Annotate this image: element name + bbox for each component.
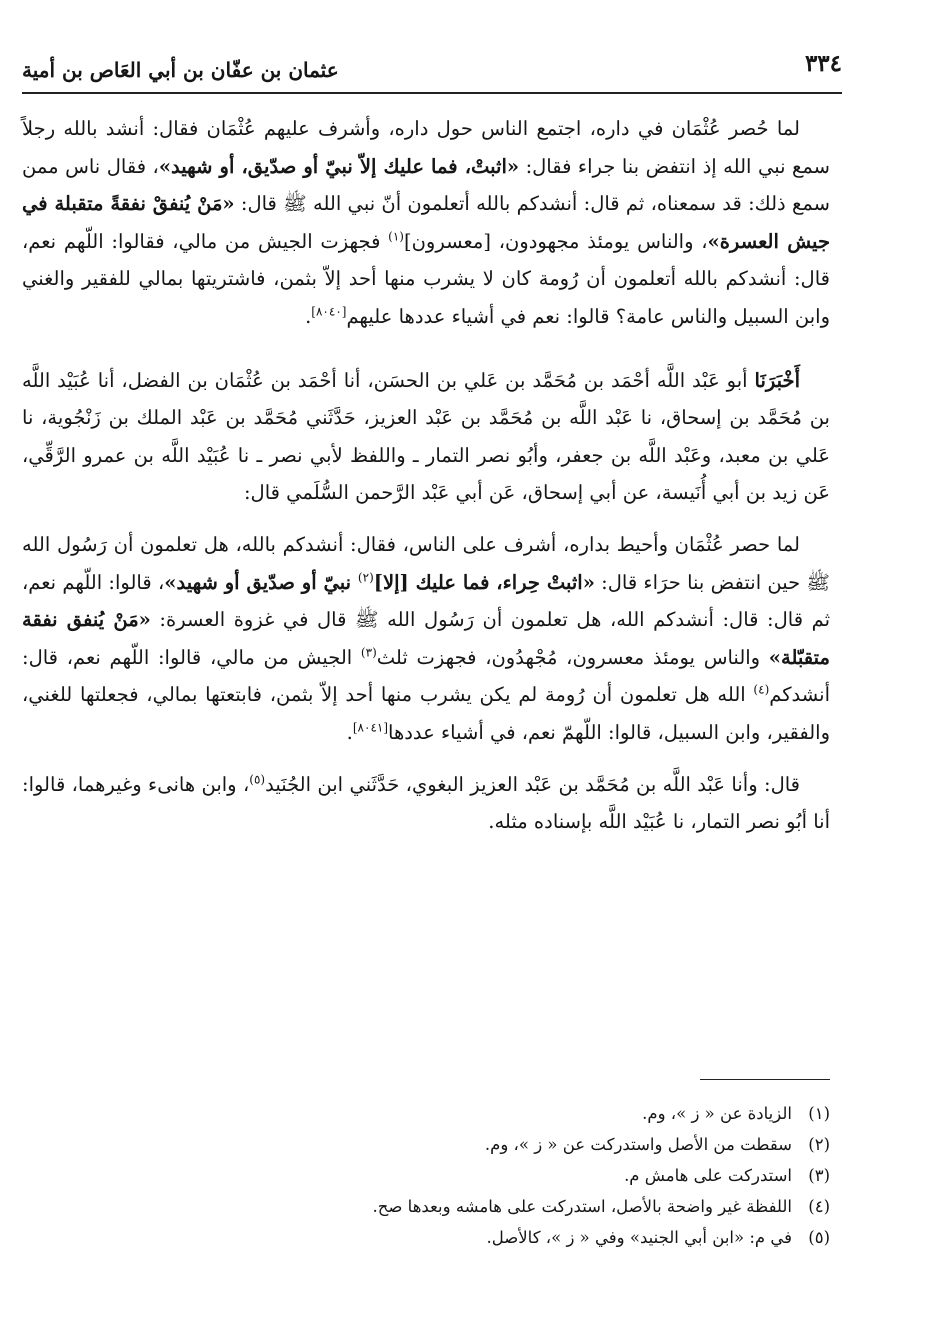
footnote-item: [22, 1129, 830, 1160]
footnote-ref: (٥): [249, 772, 266, 786]
page-header: [22, 48, 842, 92]
paragraph-gap: [22, 752, 830, 766]
footnote-text: استدركت على هامش م.: [624, 1166, 792, 1185]
paragraph-p1: [22, 110, 830, 336]
quoted-hadith-text: أَخْبَرَنَا: [754, 368, 800, 392]
page-number: ٣٣٤: [804, 50, 842, 77]
footnote-text: في م: «ابن أبي الجنيد» وفي « ز »، كالأصل.: [486, 1228, 792, 1247]
body-text: ، وابن هانىء وغيرهما، قالوا: أنا أبُو نصر التمار، نا عُبَيْد اللَّه بإسناده مثله.: [22, 772, 830, 834]
footnote-ref: [٨٠٤١]: [352, 720, 389, 735]
paragraph-p3: [22, 526, 830, 752]
body-text: ، والناس يومئذ مجهودون، [معسرون]: [403, 229, 708, 253]
footnote-ref: (٤): [753, 682, 770, 697]
paragraph-p4: [22, 766, 830, 841]
footnote-number: (٢): [808, 1135, 830, 1154]
footnote-number: (١): [808, 1104, 830, 1123]
footnote-divider: [700, 1079, 830, 1080]
footnote-item: [22, 1222, 830, 1253]
footnotes: [22, 1098, 830, 1253]
footnote-number: (٣): [808, 1166, 830, 1185]
quoted-hadith-text: «مَنْ يُنفق نفقة متقبّلة»: [22, 608, 830, 669]
quoted-hadith-text: «مَنْ يُنفقْ نفقةً متقبلة في جيش العسرة»: [22, 192, 830, 253]
footnote-text: الزيادة عن « ز »، وم.: [642, 1104, 792, 1123]
body-text: ، فقال ناس ممن سمع ذلك: قد سمعناه، ثم قال: أنشدكم بالله أتعلمون أنّ نبي الله ﷺ قال:: [22, 154, 830, 216]
footnote-ref: (٢): [357, 570, 374, 585]
footnote-ref: [٨٠٤٠]: [311, 304, 347, 319]
body-text: لما حصر عُثْمَان وأحيط بداره، أشرف على الناس، فقال: أنشدكم بالله، هل تعلمون أن رَسُول الله ﷺ حين انتفض بنا حرَاء قال:: [22, 532, 830, 594]
footnote-ref: (٣): [360, 645, 377, 660]
quoted-hadith-text: نبيّ أو صدّيق أو شهيد»: [164, 570, 358, 594]
footnote-text: اللفظة غير واضحة بالأصل، استدركت على هامشه وبعدها صح.: [372, 1197, 792, 1216]
paragraph-gap: [22, 512, 830, 526]
quoted-hadith-text: «اثبتْ، فما عليك إلاّ نبيّ أو صدّيق، أو شهيد»: [158, 154, 520, 178]
paragraph-gap: [22, 336, 830, 362]
body-text: فجهزت الجيش من مالي، فقالوا: اللّهم نعم، قال: أنشدكم بالله أتعلمون أن رُومة كان لا يشرب منها أحد إلاّ بثمن، فاشتريتها بمالي للفقير والغني وابن السبيل والناس عامة؟ قالوا: نعم في أشياء عددها عليهم: [22, 229, 830, 328]
footnote-number: (٤): [808, 1197, 830, 1216]
body-text: الجيش من مالي، قالوا: اللّهم نعم، قال: أنشدكم: [22, 645, 830, 707]
body-text: قال: وأنا عَبْد اللَّه بن مُحَمَّد بن عَبْد العزيز البغوي، حَدَّثَني ابن الجُنَيد: [265, 772, 800, 796]
body-text: لما حُصر عُثْمَان في داره، اجتمع الناس حول داره، وأشرف عليهم عُثْمَان فقال: أنشد بالله رجلاً سمع نبي الله إذ انتفض بنا جراء فقال:: [22, 117, 830, 178]
paragraph-p2: [22, 362, 830, 512]
body-text: الله هل تعلمون أن رُومة لم يكن يشرب منها أحد إلاّ بثمن، فابتعتها بمالي، فجعلتها للغني، والفقير، وابن السبيل، قالوا: اللّهمّ نعم، في أشياء عددها: [22, 683, 830, 744]
body-text: .: [346, 720, 353, 744]
footnote-item: [22, 1191, 830, 1222]
quoted-hadith-text: «اثبتْ حِراء، فما عليك [إلا]: [373, 570, 595, 594]
main-text: [22, 110, 830, 841]
body-text: ، قالوا: اللّهم نعم، ثم قال: قال: أنشدكم الله، هل تعلمون أن رَسُول الله ﷺ قال في غزوة العسرة:: [22, 570, 831, 632]
running-title: عثمان بن عفّان بن أبي العَاص بن أمية: [22, 58, 339, 82]
body-text: أبو عَبْد اللَّه أحْمَد بن مُحَمَّد بن عَلي بن الحسَن، أنا أحْمَد بن عُثْمَان بن الفضل، أنا عُبَيْد اللَّه بن مُحَمَّد بن إسحاق، نا عَبْد اللَّه بن مُحَمَّد بن عَبْد العزيز، حَدَّثَني مُحَمَّد بن عَبْد الملك بن زَنْجُوية، نا عَلي بن معبد، وعَبْد اللَّه بن جعفر، وأبُو نصر التمار ـ واللفظ لأبي نصر ـ نا عُبَيْد اللَّه بن عمرو الرَّقِّي، عَن زيد بن أبي أُنَيسة، عن أبي إسحاق، عَن أبي عَبْد الرَّحمن السُّلَمي قال:: [22, 368, 830, 505]
body-text: .: [305, 304, 312, 328]
footnote-item: [22, 1098, 830, 1129]
footnote-text: سقطت من الأصل واستدركت عن « ز »، وم.: [484, 1135, 792, 1154]
footnote-ref: (١): [388, 229, 404, 244]
body-text: والناس يومئذ معسرون، مُجْهدُون، فجهزت ثلث: [376, 645, 769, 669]
footnote-number: (٥): [808, 1228, 830, 1247]
header-divider: [22, 92, 842, 94]
footnote-item: [22, 1160, 830, 1191]
